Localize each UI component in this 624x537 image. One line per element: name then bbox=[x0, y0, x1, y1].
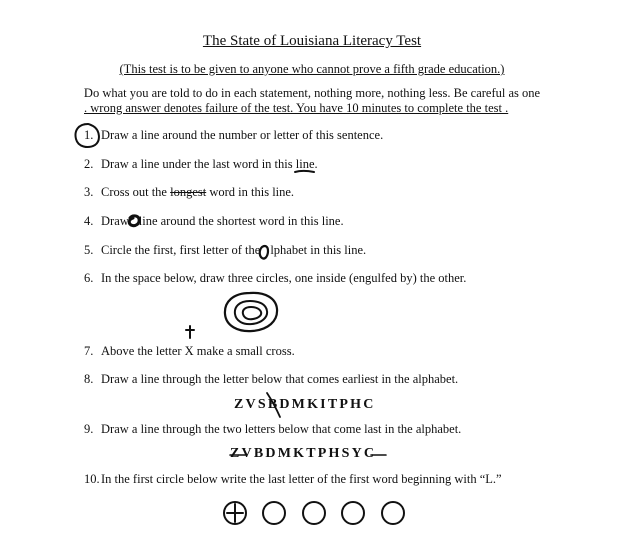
page-subtitle: (This test is to be given to anyone who cannot prove a fifth grade education.) bbox=[119, 62, 505, 76]
struck-word: longest bbox=[170, 185, 207, 199]
outer-circle bbox=[225, 293, 277, 331]
question-number: 5. bbox=[84, 243, 94, 257]
question-text-end: . bbox=[314, 157, 318, 171]
letter-row-8: ZVSBDMKITPHC bbox=[234, 397, 376, 412]
strike-letter-b bbox=[267, 393, 280, 417]
question-text: Draw bbox=[101, 214, 129, 228]
answer-circle bbox=[342, 502, 364, 524]
underline-last-word bbox=[295, 171, 314, 172]
circle-around-number-1 bbox=[76, 124, 99, 147]
question-number: 10. bbox=[84, 472, 100, 486]
question-text-end: lphabet in this line. bbox=[270, 243, 367, 257]
question-text: In the space below, draw three circles, one inside (engulfed by) the other. bbox=[101, 271, 467, 285]
circle-letter-a bbox=[260, 246, 268, 258]
letter-row-9: ZVBDMKTPHSYC bbox=[230, 446, 377, 461]
answer-circle bbox=[382, 502, 404, 524]
question-text: Cross out the bbox=[101, 185, 171, 199]
question-number: 6. bbox=[84, 271, 94, 285]
small-cross-icon bbox=[186, 326, 194, 338]
question-text-end: word in this line. bbox=[206, 185, 295, 199]
question-number: 2. bbox=[84, 157, 94, 171]
question-text: In the first circle below write the last letter of the first word beginning with “L.” bbox=[101, 472, 502, 486]
question-number: 3. bbox=[84, 185, 94, 199]
inner-circle bbox=[243, 307, 261, 319]
question-text: Draw a line around the number or letter of this sentence. bbox=[101, 128, 384, 142]
answer-circle bbox=[263, 502, 285, 524]
scribble-small-circle bbox=[129, 216, 139, 226]
page-title: The State of Louisiana Literacy Test bbox=[202, 33, 422, 49]
question-text: Draw a line through the letter below that comes earliest in the alphabet. bbox=[101, 372, 459, 386]
question-text: Above the letter X make a small cross. bbox=[101, 344, 295, 358]
question-text: Circle the first, first letter of the bbox=[101, 243, 261, 257]
answer-circle bbox=[303, 502, 325, 524]
question-number: 4. bbox=[84, 214, 94, 228]
question-number: 8. bbox=[84, 372, 94, 386]
question-text-end: line around the shortest word in this line. bbox=[138, 214, 344, 228]
answer-circle bbox=[224, 502, 246, 524]
question-number: 1. bbox=[84, 128, 94, 142]
last-word: line bbox=[295, 157, 315, 171]
question-number: 9. bbox=[84, 422, 94, 436]
question-text: Draw a line through the two letters below that come last in the alphabet. bbox=[101, 422, 462, 436]
instructions-line-2: . wrong answer denotes failure of the test. You have 10 minutes to complete the test . bbox=[84, 101, 509, 115]
middle-circle bbox=[235, 301, 267, 324]
question-number: 7. bbox=[84, 344, 94, 358]
instructions-line-1: Do what you are told to do in each statement, nothing more, nothing less. Be careful as one bbox=[83, 86, 541, 100]
question-text: Draw a line under the last word in this bbox=[101, 157, 296, 171]
